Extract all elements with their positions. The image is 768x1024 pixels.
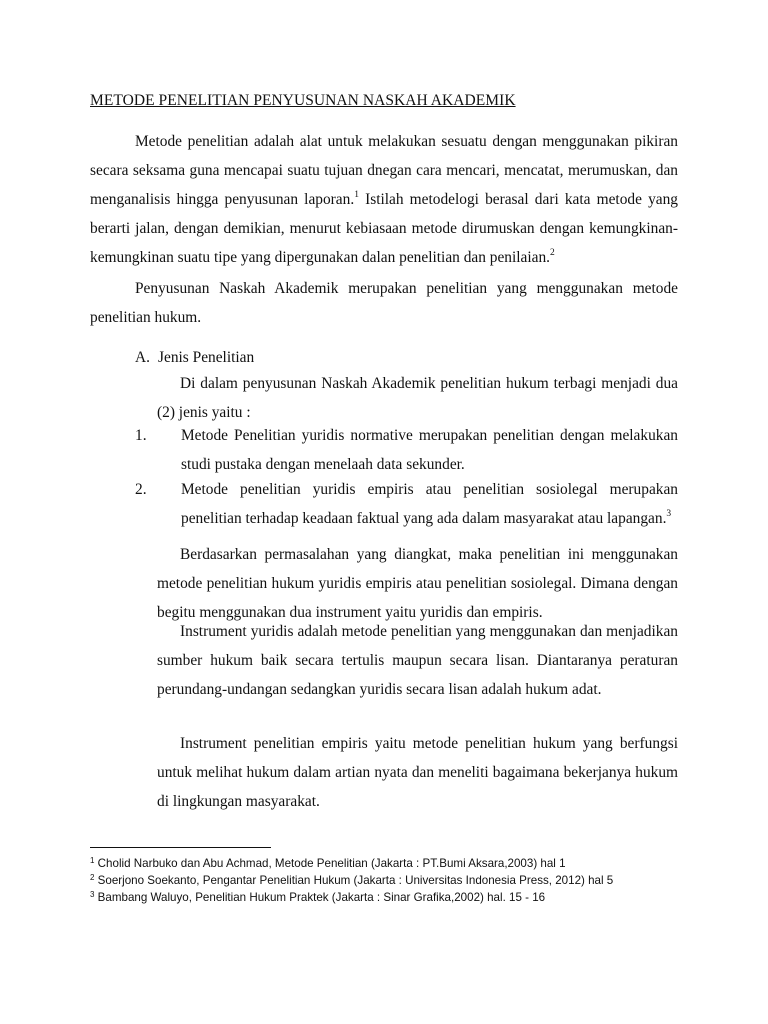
page-title: METODE PENELITIAN PENYUSUNAN NASKAH AKADEMIK (90, 92, 516, 109)
footnote-text: Cholid Narbuko dan Abu Achmad, Metode Penelitian (Jakarta : PT.Bumi Aksara,2003) hal 1 (94, 857, 566, 870)
list-item-number: 2. (135, 481, 147, 498)
footnote-ref: 3 (666, 509, 672, 519)
footnotes (90, 855, 690, 906)
footnote-text: Soerjono Soekanto, Pengantar Penelitian Hukum (Jakarta : Universitas Indonesia Press, 2012) hal 5 (94, 874, 614, 887)
paragraph-instrument-empiris: Instrument penelitian empiris yaitu metode penelitian hukum yang berfungsi untuk melihat hukum dalam artian nyata dan meneliti bagaimana bekerjanya hukum di lingkungan masyarakat. (157, 735, 678, 810)
paragraph-text: Metode penelitian adalah alat untuk melakukan sesuatu dengan menggunakan pikiran secara seksama guna mencapai suatu tujuan dnegan cara mencari, mencatat, merumuskan, dan menganalisis hingga penyusunan laporan. (90, 133, 678, 208)
paragraph-naskah-akademik: Penyusunan Naskah Akademik merupakan penelitian yang menggunakan metode penelitian hukum. (90, 280, 678, 326)
footnote (90, 872, 690, 889)
list-item-number: 1. (135, 427, 147, 444)
list-item-text: Metode penelitian yuridis empiris atau penelitian sosiolegal merupakan penelitian terhadap keadaan faktual yang ada dalam masyarakat atau lapangan. (181, 481, 678, 527)
section-heading (135, 343, 254, 372)
footnote-ref: 1 (354, 190, 359, 200)
footnote-text: Bambang Waluyo, Penelitian Hukum Praktek (Jakarta : Sinar Grafika,2002) hal. 15 - 16 (94, 891, 546, 904)
list-item-text: Metode Penelitian yuridis normative merupakan penelitian dengan melakukan studi pustaka dengan menelaah data sekunder. (181, 427, 678, 473)
paragraph-instrument-yuridis: Instrument yuridis adalah metode penelitian yang menggunakan dan menjadikan sumber hukum baik secara tertulis maupun secara lisan. Diantaranya peraturan perundang-undangan sedangkan yuridis secara lisan adalah hukum adat. (157, 623, 678, 698)
section-intro: Di dalam penyusunan Naskah Akademik penelitian hukum terbagi menjadi dua (2) jenis yaitu : (157, 375, 678, 421)
footnote-mark: 2 (90, 873, 95, 882)
section-label: A. (135, 349, 150, 366)
footnote-ref: 2 (550, 248, 555, 258)
list-item (135, 475, 678, 533)
list-item (135, 421, 678, 479)
section-title: Jenis Penelitian (158, 349, 255, 366)
paragraph-berdasarkan: Berdasarkan permasalahan yang diangkat, maka penelitian ini menggunakan metode penelitian hukum yuridis empiris atau penelitian sosiolegal. Dimana dengan begitu menggunakan dua instrument yaitu yuridis dan empiris. (157, 546, 678, 621)
footnote (90, 889, 690, 906)
list-item-text-wrap (181, 475, 678, 533)
footnote-divider (90, 847, 271, 848)
paragraph-metode-definition (90, 127, 678, 272)
paragraph-text: Istilah metodelogi berasal dari kata metode yang berarti jalan, dengan demikian, menurut kebiasaan metode dirumuskan dengan kemungkinan-kemungkinan suatu tipe yang dipergunakan dalan penelitian dan penilaian. (90, 191, 678, 266)
footnote-mark: 1 (90, 856, 95, 865)
footnote (90, 855, 690, 872)
footnote-mark: 3 (90, 890, 95, 899)
